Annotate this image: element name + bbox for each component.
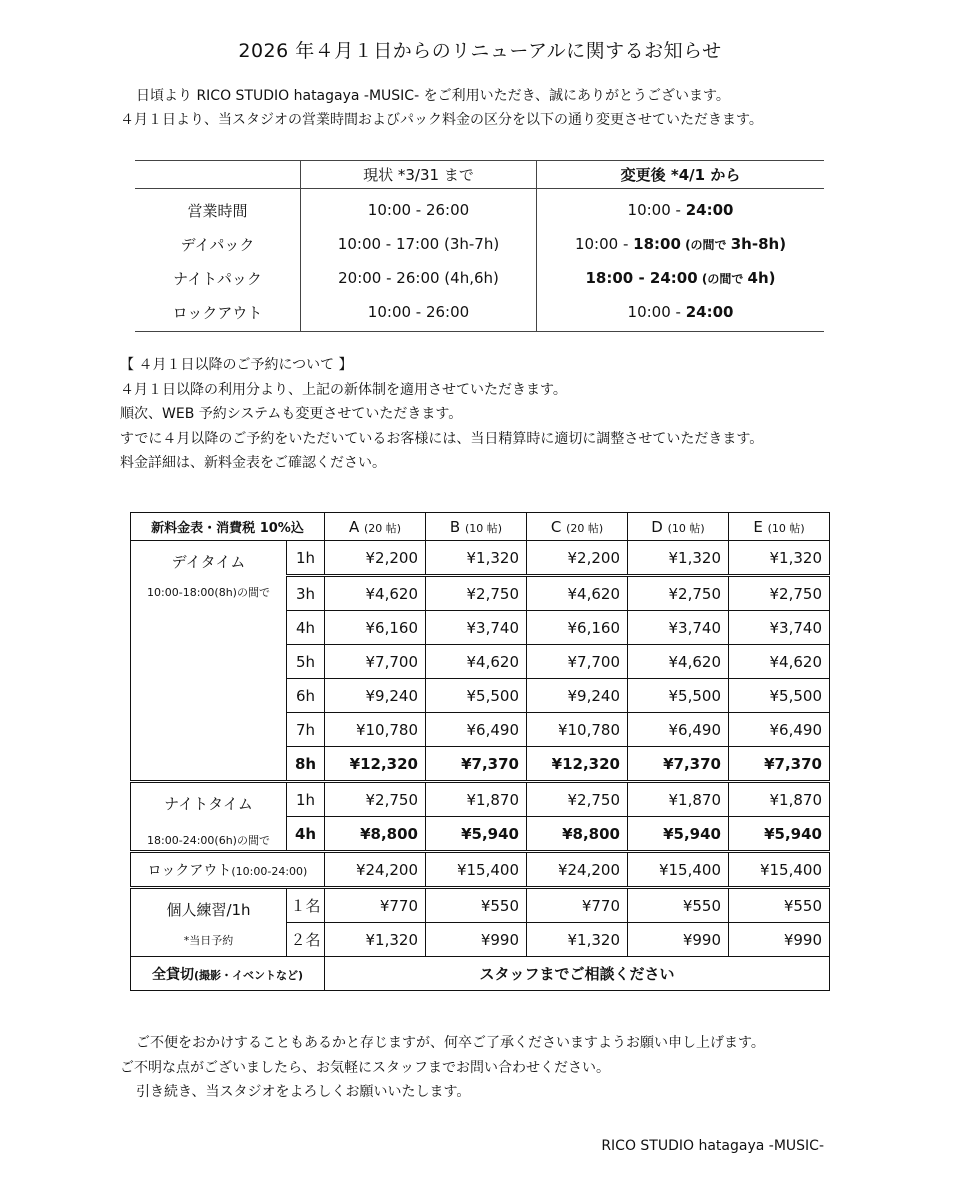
price-cell: ¥7,700 [325,645,426,679]
price-cell: ¥4,620 [729,645,830,679]
price-cell: ¥550 [628,888,729,923]
price-cell: ¥6,160 [527,611,628,645]
notice-heading: 【 ４月１日以降のご予約について 】 [120,357,353,373]
price-cell: ¥5,940 [426,817,527,852]
comparison-label: デイパック [135,227,301,261]
price-cell: ¥24,200 [325,852,426,888]
price-row-lockout [131,852,830,888]
price-cell: ¥3,740 [426,611,527,645]
category-cell [131,541,287,782]
duration-cell: 4h [287,817,325,852]
closing-line: ご不明な点がございましたら、お気軽にスタッフまでお問い合わせください。 [120,1059,610,1076]
lockout-label: ロックアウト(10:00-24:00) [131,852,325,888]
price-cell: ¥5,500 [729,679,830,713]
price-cell: ¥10,780 [527,713,628,747]
price-cell: ¥550 [426,888,527,923]
comparison-after: 10:00 - 24:00 [537,295,825,332]
category-cell [131,782,287,852]
page-title: 2026 年４月１日からのリニューアルに関するお知らせ [238,40,722,62]
comparison-header-after: 変更後 *4/1 から [537,161,825,189]
price-cell: ¥1,320 [527,923,628,957]
price-cell: ¥1,320 [426,541,527,576]
notice-line: 料金詳細は、新料金表をご確認ください。 [120,455,386,471]
price-cell: ¥4,620 [426,645,527,679]
price-cell: ¥6,160 [325,611,426,645]
category-name: ナイトタイム [164,795,253,813]
comparison-row [135,227,824,261]
comparison-row [135,261,824,295]
category-note: 18:00-24:00(6h)の間で [147,834,270,847]
price-cell: ¥2,750 [729,576,830,611]
comparison-label: 営業時間 [135,189,301,228]
full-rental-note: スタッフまでご相談ください [325,957,830,991]
closing-text [120,1031,765,1105]
price-cell: ¥8,800 [325,817,426,852]
price-cell: ¥6,490 [628,713,729,747]
duration-cell: １名 [287,888,325,923]
price-cell: ¥2,750 [628,576,729,611]
price-cell: ¥3,740 [628,611,729,645]
price-table-corner: 新料金表・消費税 10%込 [131,513,325,541]
notice-line: ４月１日以降の利用分より、上記の新体制を適用させていただきます。 [120,381,567,398]
intro-line: 日頃より RICO STUDIO hatagaya -MUSIC- をご利用いただき、誠にありがとうございます。 [136,88,730,104]
price-row [131,541,830,576]
price-cell: ¥1,320 [325,923,426,957]
price-cell: ¥7,370 [729,747,830,782]
price-cell: ¥990 [628,923,729,957]
hours-comparison-table [135,160,824,332]
comparison-current: 10:00 - 17:00 (3h-7h) [301,227,537,261]
price-cell: ¥8,800 [527,817,628,852]
intro-line: ４月１日より、当スタジオの営業時間およびパック料金の区分を以下の通り変更させていただきます。 [120,112,763,128]
price-cell: ¥7,370 [426,747,527,782]
room-header: B (10 帖) [426,513,527,541]
price-cell: ¥1,870 [426,782,527,817]
comparison-header-current: 現状 *3/31 まで [301,161,537,189]
notice-line: すでに４月以降のご予約をいただいているお客様には、当日精算時に適切に調整させていただきます。 [120,430,764,447]
room-header: A (20 帖) [325,513,426,541]
comparison-row [135,189,824,228]
price-cell: ¥770 [325,888,426,923]
closing-line: 引き続き、当スタジオをよろしくお願いいたします。 [136,1084,471,1100]
comparison-label: ナイトパック [135,261,301,295]
price-cell: ¥1,320 [729,541,830,576]
duration-cell: 1h [287,541,325,576]
duration-cell: 1h [287,782,325,817]
price-cell: ¥5,500 [426,679,527,713]
price-cell: ¥24,200 [527,852,628,888]
price-cell: ¥4,620 [527,576,628,611]
duration-cell: 3h [287,576,325,611]
price-cell: ¥2,750 [527,782,628,817]
category-note: *当日予約 [183,934,234,947]
comparison-header-blank [135,161,301,189]
full-rental-label: 全貸切(撮影・イベントなど) [131,957,325,991]
comparison-after: 10:00 - 18:00 (の間で 3h-8h) [574,235,787,253]
duration-cell: 4h [287,611,325,645]
price-cell: ¥2,200 [325,541,426,576]
price-row-full-rental [131,957,830,991]
comparison-current: 10:00 - 26:00 [301,295,537,332]
price-cell: ¥6,490 [729,713,830,747]
category-note: 10:00-18:00(8h)の間で [147,586,270,599]
duration-cell: 7h [287,713,325,747]
category-cell [131,888,287,957]
price-cell: ¥15,400 [628,852,729,888]
price-table [130,512,830,991]
price-cell: ¥2,750 [426,576,527,611]
price-row [131,782,830,817]
comparison-after: 10:00 - 24:00 [627,201,734,219]
room-header: D (10 帖) [628,513,729,541]
price-row [131,888,830,923]
price-cell: ¥1,870 [729,782,830,817]
price-cell: ¥7,370 [628,747,729,782]
room-header: E (10 帖) [729,513,830,541]
price-cell: ¥4,620 [628,645,729,679]
price-cell: ¥990 [729,923,830,957]
reservation-notice [120,353,763,476]
price-cell: ¥2,750 [325,782,426,817]
room-header: C (20 帖) [527,513,628,541]
comparison-label: ロックアウト [135,295,301,332]
closing-line: ご不便をおかけすることもあるかと存じますが、何卒ご了承くださいますようお願い申し上げます。 [136,1035,765,1051]
price-cell: ¥4,620 [325,576,426,611]
price-cell: ¥9,240 [325,679,426,713]
price-cell: ¥770 [527,888,628,923]
duration-cell: 8h [287,747,325,782]
price-cell: ¥15,400 [729,852,830,888]
price-cell: ¥12,320 [527,747,628,782]
price-cell: ¥7,700 [527,645,628,679]
price-cell: ¥9,240 [527,679,628,713]
comparison-row [135,295,824,332]
signature: RICO STUDIO hatagaya -MUSIC- [601,1138,824,1154]
duration-cell: 6h [287,679,325,713]
duration-cell: ２名 [287,923,325,957]
price-cell: ¥2,200 [527,541,628,576]
comparison-current: 10:00 - 26:00 [301,189,537,228]
price-cell: ¥1,320 [628,541,729,576]
intro-text [120,84,763,132]
price-cell: ¥10,780 [325,713,426,747]
duration-cell: 5h [287,645,325,679]
price-cell: ¥5,940 [628,817,729,852]
comparison-current: 20:00 - 26:00 (4h,6h) [301,261,537,295]
comparison-after: 18:00 - 24:00 (の間で 4h) [585,269,776,287]
price-cell: ¥12,320 [325,747,426,782]
notice-line: 順次、WEB 予約システムも変更させていただきます。 [120,406,463,422]
price-cell: ¥15,400 [426,852,527,888]
price-cell: ¥3,740 [729,611,830,645]
price-cell: ¥990 [426,923,527,957]
price-cell: ¥5,940 [729,817,830,852]
price-cell: ¥5,500 [628,679,729,713]
price-cell: ¥550 [729,888,830,923]
category-name: デイタイム [171,553,246,571]
price-cell: ¥6,490 [426,713,527,747]
price-cell: ¥1,870 [628,782,729,817]
category-name: 個人練習/1h [166,901,251,919]
